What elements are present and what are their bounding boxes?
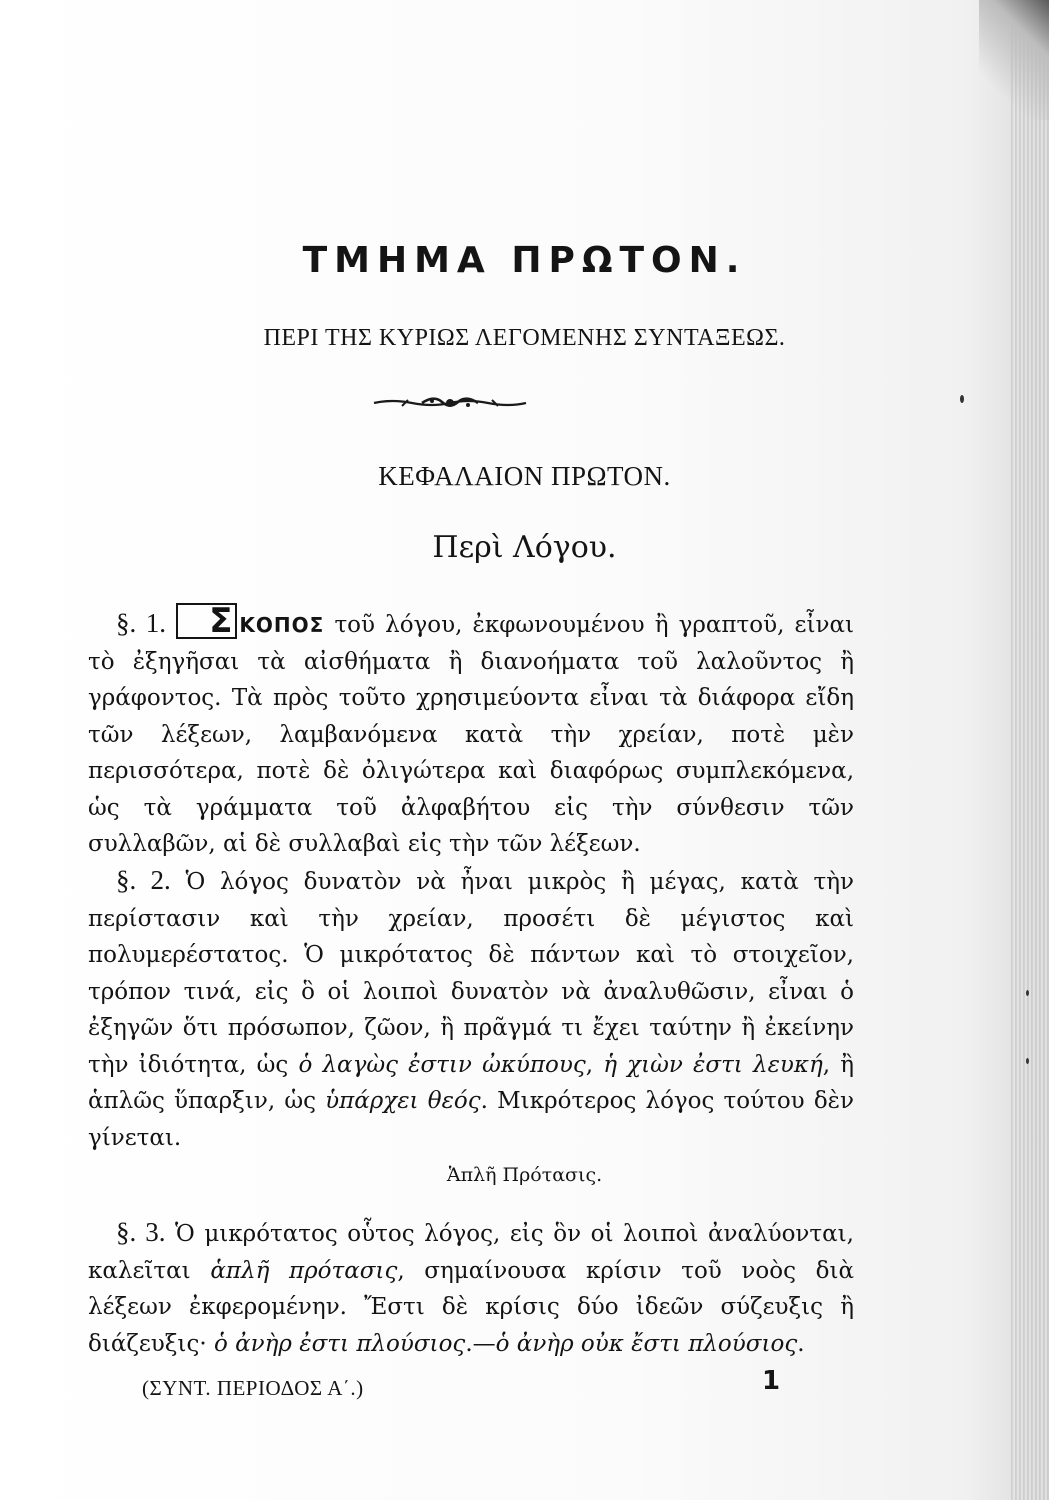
paragraph-2: [88, 862, 854, 1156]
page-edges: [1009, 0, 1049, 1500]
italic-term: ἁπλῆ πρότασις: [210, 1257, 398, 1284]
page-number: 1: [762, 1366, 781, 1396]
ornament-divider: [372, 393, 528, 413]
subheading: Ἁπλῆ Πρότασις.: [446, 1164, 603, 1186]
chapter-subtitle: Περὶ Λόγου.: [432, 530, 617, 565]
italic-example: ὁ ἀνὴρ ἐστι πλούσιος: [213, 1330, 466, 1357]
paragraph-text: . Μικρότερος λόγος τούτου δὲν γίνεται.: [88, 1088, 854, 1151]
paragraph-text: τοῦ λόγου, ἐκφωνουμένου ἢ γραπτοῦ, εἶναι τὸ ἐξηγῆσαι τὰ αἰσθήματα ἢ διανοήματα τοῦ λαλοῦντος ἢ γράφοντος. Τὰ πρὸς τοῦτο χρησιμεύοντα εἶναι τὰ διάφορα εἴδη τῶν λέξεων, λαμβανόμενα κατὰ τὴν χρείαν, ποτὲ μὲν περισσότερα, ποτὲ δὲ ὀλιγώτερα καὶ διαφόρως συμπλεκόμενα, ὡς τὰ γράμματα τοῦ ἀλφαβήτου εἰς τὴν σύνθεσιν τῶν συλλαβῶν, αἱ δὲ συλλαβαὶ εἰς τὴν τῶν λέξεων.: [88, 612, 854, 857]
section-subtitle: ΠΕΡΙ ΤΗΣ ΚΥΡΙΩΣ ΛΕΓΟΜΕΝΗΣ ΣΥΝΤΑΞΕΩΣ.: [263, 325, 786, 351]
paragraph-1: [88, 603, 854, 863]
paragraph-text: .: [797, 1330, 805, 1357]
italic-example: ἡ χιὼν ἐστι λευκή: [603, 1051, 823, 1078]
page-corner-shadow: [979, 0, 1049, 120]
paragraph-text: .—: [465, 1330, 496, 1357]
paragraph-text: , σημαίνουσα κρίσιν τοῦ νοὸς διὰ λέξεων ἐκφερομένην. Ἔστι δὲ κρίσις δύο ἰδεῶν σύζευξις ἢ διάζευξις·: [88, 1257, 855, 1357]
chapter-title: ΚΕΦΑΛΑΙΟΝ ΠΡΩΤΟΝ.: [378, 461, 671, 491]
italic-example: ὁ λαγὼς ἐστιν ὠκύπους: [298, 1051, 586, 1078]
paragraph-3: [88, 1214, 854, 1362]
section-title: ΤΜΗΜΑ ΠΡΩΤΟΝ.: [302, 240, 747, 281]
ink-speck: [1026, 1058, 1029, 1064]
paragraph-text: Ὁ μικρότατος οὗτος λόγος, εἰς ὃν οἱ λοιποὶ ἀναλύονται, καλεῖται: [88, 1221, 854, 1284]
italic-example: ὑπάρχει θεός: [325, 1088, 481, 1114]
paragraph-mark: §. 3.: [116, 1217, 166, 1247]
paragraph-text: ,: [585, 1051, 604, 1078]
paragraph-text: Ὁ λόγος δυνατὸν νὰ ἦναι μικρὸς ἢ μέγας, κατὰ τὴν περίστασιν καὶ τὴν χρείαν, προσέτι δὲ μέγιστος καὶ πολυμερέστατος. Ὁ μικρότατος δὲ πάντων καὶ τὸ στοιχεῖον, τρόπον τινά, εἰς ὃ οἱ λοιποὶ δυνατὸν νὰ ἀναλυθῶσιν, εἶναι ὁ ἐξηγῶν ὅτι πρόσωπον, ζῶον, ἢ πρᾶγμά τι ἔχει ταύτην ἢ ἐκείνην τὴν ἰδιότητα, ὡς: [88, 869, 854, 1078]
drop-cap-word: ΚΟΠΟΣ: [239, 613, 325, 637]
paragraph-mark: §. 2.: [116, 865, 171, 895]
paragraph-text: , ἢ ἁπλῶς ὕπαρξιν, ὡς: [88, 1051, 855, 1114]
italic-example: ὁ ἀνὴρ οὐκ ἔστι πλούσιος: [495, 1330, 798, 1357]
paragraph-mark: §. 1.: [116, 608, 167, 638]
drop-cap: Σ: [176, 603, 237, 639]
signature-mark: (ΣΥΝΤ. ΠΕΡΙΟΔΟΣ Α΄.): [142, 1376, 364, 1400]
ink-speck: [1026, 990, 1029, 996]
ink-speck: [960, 395, 964, 403]
